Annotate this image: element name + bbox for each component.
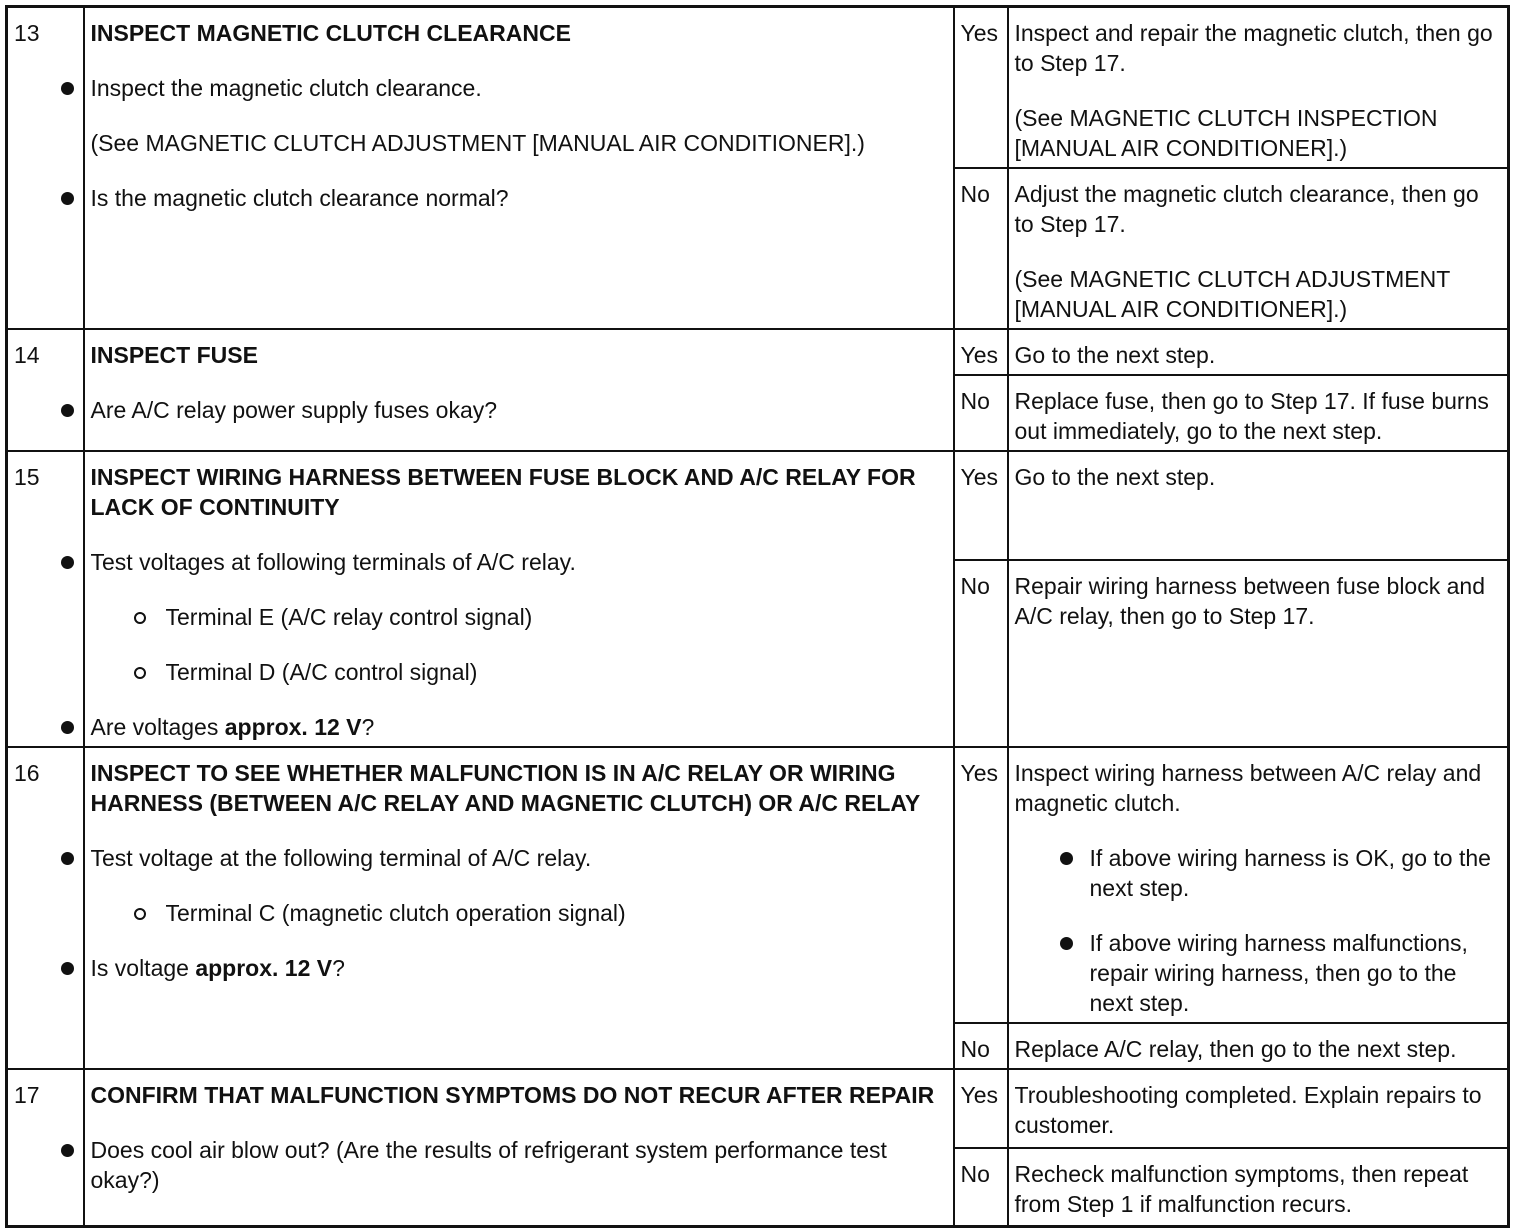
no-label: No	[954, 375, 1008, 451]
sub-bullet-item: Terminal E (A/C relay control signal)	[166, 602, 947, 632]
no-result: Replace fuse, then go to Step 17. If fuse burns out immediately, go to the next step.	[1008, 375, 1509, 451]
bullet-icon	[61, 404, 74, 417]
no-label: No	[954, 1023, 1008, 1069]
yes-result: Inspect and repair the magnetic clutch, then go to Step 17. (See MAGNETIC CLUTCH INSPECTION [MANUAL AIR CONDITIONER].)	[1008, 7, 1509, 169]
step-action	[84, 451, 954, 747]
no-label: No	[954, 168, 1008, 329]
reference-note: (See MAGNETIC CLUTCH ADJUSTMENT [MANUAL AIR CONDITIONER].)	[1014, 266, 1450, 322]
yes-label: Yes	[954, 1069, 1008, 1148]
step-14-yes-row	[7, 329, 1509, 375]
no-result: Repair wiring harness between fuse block and A/C relay, then go to Step 17.	[1008, 560, 1509, 747]
no-result: Adjust the magnetic clutch clearance, then go to Step 17. (See MAGNETIC CLUTCH ADJUSTMENT [MANUAL AIR CONDITIONER].)	[1008, 168, 1509, 329]
no-label: No	[954, 1148, 1008, 1226]
bullet-item: Test voltages at following terminals of A/C relay.	[91, 547, 947, 577]
step-title: INSPECT MAGNETIC CLUTCH CLEARANCE	[90, 20, 571, 46]
bullet-icon	[1060, 852, 1073, 865]
bullet-item: If above wiring harness malfunctions, repair wiring harness, then go to the next step.	[1090, 928, 1502, 1018]
bullet-icon	[1060, 937, 1073, 950]
step-13-yes-row	[7, 7, 1509, 169]
step-title: INSPECT WIRING HARNESS BETWEEN FUSE BLOCK AND A/C RELAY FOR LACK OF CONTINUITY	[90, 464, 916, 520]
circle-bullet-icon	[134, 612, 146, 624]
bullet-icon	[61, 556, 74, 569]
bullet-item: Are A/C relay power supply fuses okay?	[91, 395, 947, 425]
yes-result: Troubleshooting completed. Explain repairs to customer.	[1008, 1069, 1509, 1148]
step-title: INSPECT TO SEE WHETHER MALFUNCTION IS IN A/C RELAY OR WIRING HARNESS (BETWEEN A/C RELAY AND MAGNETIC CLUTCH) OR A/C RELAY	[90, 760, 921, 816]
step-action	[84, 329, 954, 451]
reference-note: (See MAGNETIC CLUTCH INSPECTION [MANUAL AIR CONDITIONER].)	[1014, 105, 1438, 161]
yes-result: Go to the next step.	[1008, 451, 1509, 560]
bullet-icon	[61, 192, 74, 205]
yes-result: Go to the next step.	[1008, 329, 1509, 375]
step-number: 17	[7, 1069, 84, 1226]
step-title: INSPECT FUSE	[90, 342, 258, 368]
bullet-item: Is the magnetic clutch clearance normal?	[91, 183, 947, 213]
sub-bullet-item: Terminal C (magnetic clutch operation signal)	[166, 898, 947, 928]
bullet-item: Does cool air blow out? (Are the results of refrigerant system performance test okay?)	[91, 1135, 947, 1195]
circle-bullet-icon	[134, 908, 146, 920]
bullet-icon	[61, 962, 74, 975]
bullet-icon	[61, 721, 74, 734]
yes-label: Yes	[954, 329, 1008, 375]
step-number: 15	[7, 451, 84, 747]
yes-label: Yes	[954, 451, 1008, 560]
bullet-item: Is voltage approx. 12 V?	[91, 953, 947, 983]
step-action	[84, 1069, 954, 1226]
troubleshooting-table	[5, 5, 1510, 1228]
step-15-yes-row	[7, 451, 1509, 560]
no-result: Recheck malfunction symptoms, then repeat from Step 1 if malfunction recurs.	[1008, 1148, 1509, 1226]
yes-result: Inspect wiring harness between A/C relay and magnetic clutch. If above wiring harness is OK, go to the next step. If above wiring harness malfunctions, repair wiring harness, then go to the next step.	[1008, 747, 1509, 1023]
bullet-item: If above wiring harness is OK, go to the next step.	[1090, 843, 1502, 903]
bullet-icon	[61, 82, 74, 95]
no-result: Replace A/C relay, then go to the next step.	[1008, 1023, 1509, 1069]
circle-bullet-icon	[134, 667, 146, 679]
step-action	[84, 747, 954, 1069]
reference-note: (See MAGNETIC CLUTCH ADJUSTMENT [MANUAL AIR CONDITIONER].)	[90, 130, 865, 156]
step-17-yes-row	[7, 1069, 1509, 1148]
step-action	[84, 7, 954, 330]
yes-label: Yes	[954, 7, 1008, 169]
bullet-item: Inspect the magnetic clutch clearance.	[91, 73, 947, 103]
bullet-icon	[61, 852, 74, 865]
sub-bullet-item: Terminal D (A/C control signal)	[166, 657, 947, 687]
bullet-item: Test voltage at the following terminal of A/C relay.	[91, 843, 947, 873]
step-16-yes-row	[7, 747, 1509, 1023]
bullet-item: Are voltages approx. 12 V?	[91, 712, 947, 742]
bullet-icon	[61, 1144, 74, 1157]
yes-label: Yes	[954, 747, 1008, 1023]
step-number: 16	[7, 747, 84, 1069]
step-title: CONFIRM THAT MALFUNCTION SYMPTOMS DO NOT RECUR AFTER REPAIR	[90, 1082, 935, 1108]
step-number: 13	[7, 7, 84, 330]
step-number: 14	[7, 329, 84, 451]
no-label: No	[954, 560, 1008, 747]
